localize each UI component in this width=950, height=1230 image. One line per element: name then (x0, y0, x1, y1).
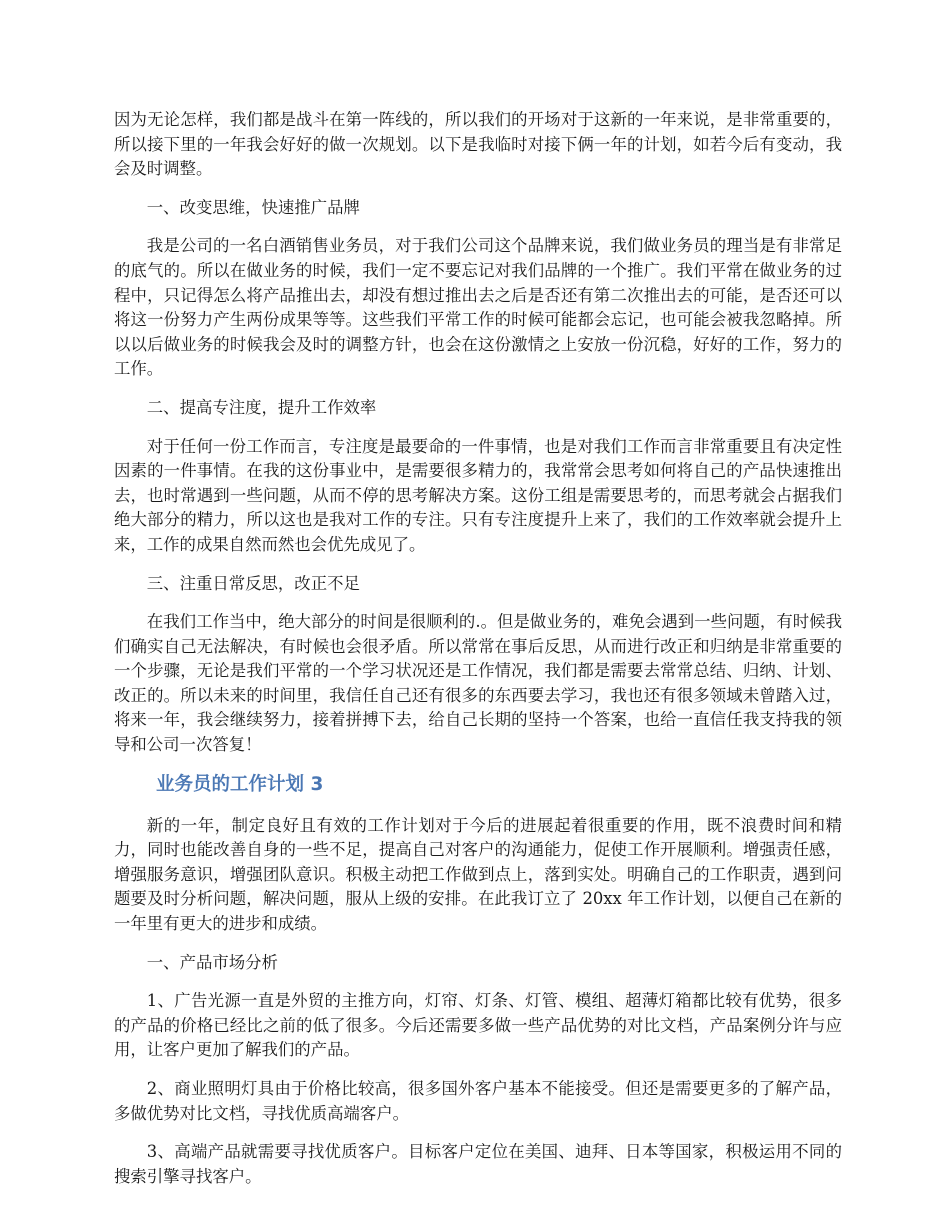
paragraph-new-year-plan: 新的一年，制定良好且有效的工作计划对于今后的进展起着很重要的作用，既不浪费时间和精力，同时也能改善自身的一些不足，提高自己对客户的沟通能力，促使工作开展顺利。增强责任感，增强服务意识，增强团队意识。积极主动把工作做到点上，落到实处。明确自己的工作职责，遇到问题要及时分析问题，解决问题，服从上级的安排。在此我订立了 20xx 年工作计划，以便自己在新的一年里有更大的进步和成绩。 (114, 815, 842, 934)
article-title: 业务员的工作计划 3 (156, 773, 324, 795)
list-item-commercial-lighting: 2、商业照明灯具由于价格比较高，很多国外客户基本不能接受。但还是需要更多的了解产品，多做优势对比文档，寻找优质高端客户。 (114, 1079, 842, 1123)
intro-paragraph: 因为无论怎样，我们都是战斗在第一阵线的，所以我们的开场对于这新的一年来说，是非常重要的，所以接下里的一年我会好好的做一次规划。以下是我临时对接下俩一年的计划，如若今后有变动，我会及时调整。 (114, 110, 842, 179)
section-heading-change-thinking: 一、改变思维，快速推广品牌 (146, 197, 360, 217)
document-body (114, 108, 842, 1203)
section-heading-reflection: 三、注重日常反思，改正不足 (146, 573, 360, 593)
section-heading-market-analysis: 一、产品市场分析 (146, 952, 278, 972)
paragraph-focus: 对于任何一份工作而言，专注度是最要命的一件事情，也是对我们工作而言非常重要且有决定性因素的一件事情。在我的这份事业中，是需要很多精力的，我常常会思考如何将自己的产品快速推出去，也时常遇到一些问题，从而不停的思考解决方案。这份工组是需要思考的，而思考就会占据我们绝大部分的精力，所以这也是我对工作的专注。只有专注度提升上来了，我们的工作效率就会提升上来，工作的成果自然而然也会优先成见了。 (114, 436, 842, 554)
list-item-ad-light-source: 1、广告光源一直是外贸的主推方向，灯帘、灯条、灯管、模组、超薄灯箱都比较有优势，很多的产品的价格已经比之前的低了很多。今后还需要多做一些产品优势的对比文档，产品案例分许与应用，让客户更加了解我们的产品。 (114, 991, 842, 1060)
paragraph-reflection: 在我们工作当中，绝大部分的时间是很顺利的.。但是做业务的，难免会遇到一些问题，有时候我们确实自己无法解决，有时候也会很矛盾。所以常常在事后反思，从而进行改正和归纳是非常重要的一个步骤，无论是我们平常的一个学习状况还是工作情况，我们都是需要去常常总结、归纳、计划、改正的。所以未来的时间里，我信任自己还有很多的东西要去学习，我也还有很多领域未曾踏入过，将来一年，我会继续努力，接着拼搏下去，给自己长期的坚持一个答案，也给一直信任我支持我的领导和公司一次答复！ (114, 612, 842, 755)
section-heading-focus: 二、提高专注度，提升工作效率 (146, 397, 377, 417)
paragraph-brand-promotion: 我是公司的一名白酒销售业务员，对于我们公司这个品牌来说，我们做业务员的理当是有非常足的底气的。所以在做业务的时候，我们一定不要忘记对我们品牌的一个推广。我们平常在做业务的过程中，只记得怎么将产品推出去，却没有想过推出去之后是否还有第二次推出去的可能，是否还可以将这一份努力产生两份成果等等。这些我们平常工作的时候可能都会忘记，也可能会被我忽略掉。所以以后做业务的时候我会及时的调整方针，也会在这份激情之上安放一份沉稳，好好的工作，努力的工作。 (114, 236, 842, 379)
list-item-high-end-products: 3、高端产品就需要寻找优质客户。目标客户定位在美国、迪拜、日本等国家，积极运用不同的搜索引擎寻找客户。 (114, 1142, 842, 1186)
